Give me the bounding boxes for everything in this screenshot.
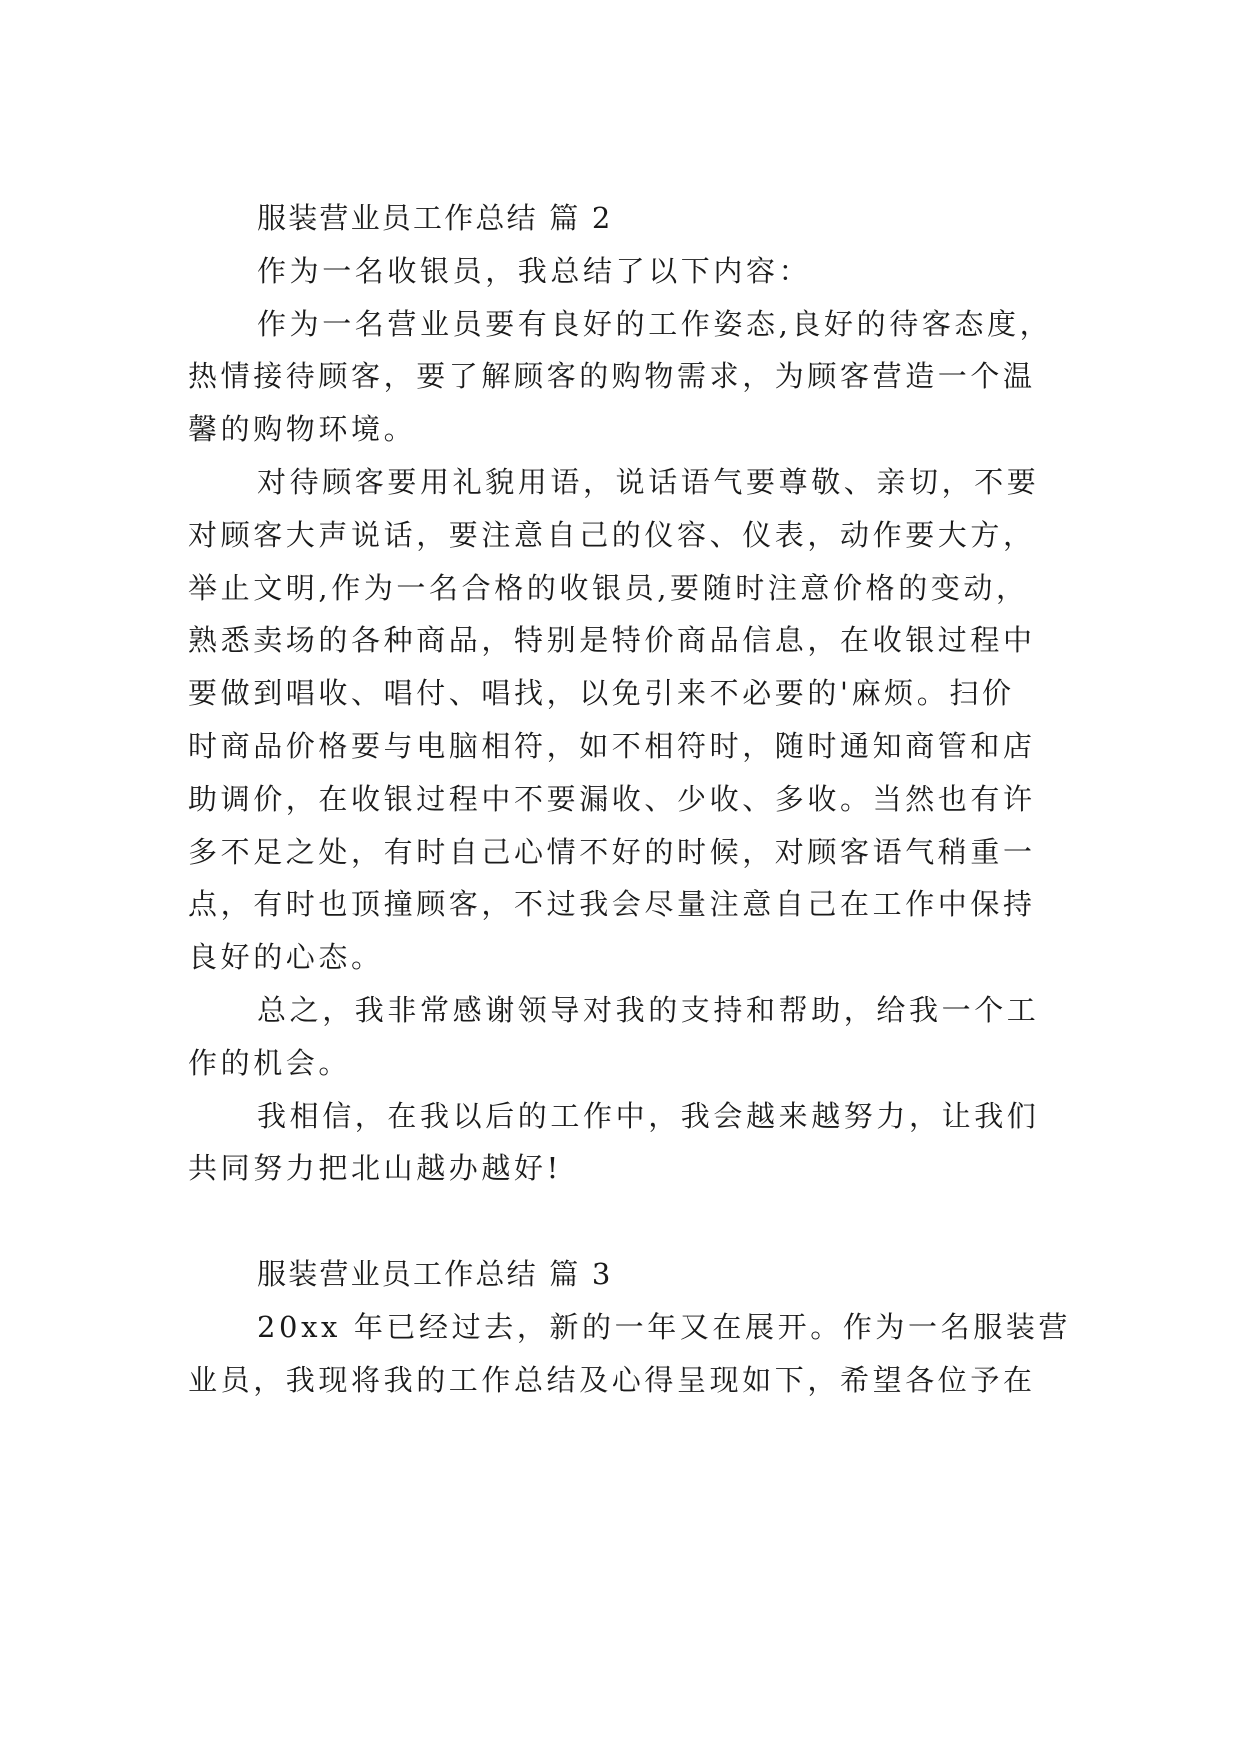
paragraph-line: 我相信，在我以后的工作中，我会越来越努力，让我们	[257, 1099, 1040, 1133]
paragraph-line: 对待顾客要用礼貌用语，说话语气要尊敬、亲切，不要	[257, 465, 1040, 499]
paragraph-line: 熟悉卖场的各种商品，特别是特价商品信息，在收银过程中	[188, 623, 1036, 657]
paragraph-line: 作为一名营业员要有良好的工作姿态,良好的待客态度，	[257, 307, 1053, 341]
paragraph-line: 20xx 年已经过去，新的一年又在展开。作为一名服装营	[257, 1310, 1072, 1344]
paragraph-line: 助调价，在收银过程中不要漏收、少收、多收。当然也有许	[188, 782, 1036, 816]
paragraph-line: 作的机会。	[188, 1046, 352, 1080]
paragraph-line: 多不足之处，有时自己心情不好的时候，对顾客语气稍重一	[188, 835, 1036, 869]
section-2-heading: 服装营业员工作总结 篇 2	[257, 201, 613, 235]
section-3-heading: 服装营业员工作总结 篇 3	[257, 1257, 613, 1291]
paragraph-line: 点，有时也顶撞顾客，不过我会尽量注意自己在工作中保持	[188, 887, 1036, 921]
paragraph-line: 共同努力把北山越办越好!	[188, 1151, 562, 1185]
paragraph-line: 良好的心态。	[188, 940, 384, 974]
paragraph-line: 热情接待顾客，要了解顾客的购物需求，为顾客营造一个温	[188, 359, 1036, 393]
paragraph-line: 业员，我现将我的工作总结及心得呈现如下，希望各位予在	[188, 1363, 1036, 1397]
paragraph-line: 时商品价格要与电脑相符，如不相符时，随时通知商管和店	[188, 729, 1036, 763]
paragraph-line: 总之，我非常感谢领导对我的支持和帮助，给我一个工	[257, 993, 1040, 1027]
paragraph-line: 举止文明,作为一名合格的收银员,要随时注意价格的变动，	[188, 571, 1029, 605]
paragraph-line: 作为一名收银员，我总结了以下内容：	[257, 254, 812, 288]
paragraph-line: 馨的购物环境。	[188, 412, 417, 446]
paragraph-line: 对顾客大声说话，要注意自己的仪容、仪表，动作要大方，	[188, 518, 1036, 552]
paragraph-line: 要做到唱收、唱付、唱找，以免引来不必要的'麻烦。扫价	[188, 676, 1015, 710]
